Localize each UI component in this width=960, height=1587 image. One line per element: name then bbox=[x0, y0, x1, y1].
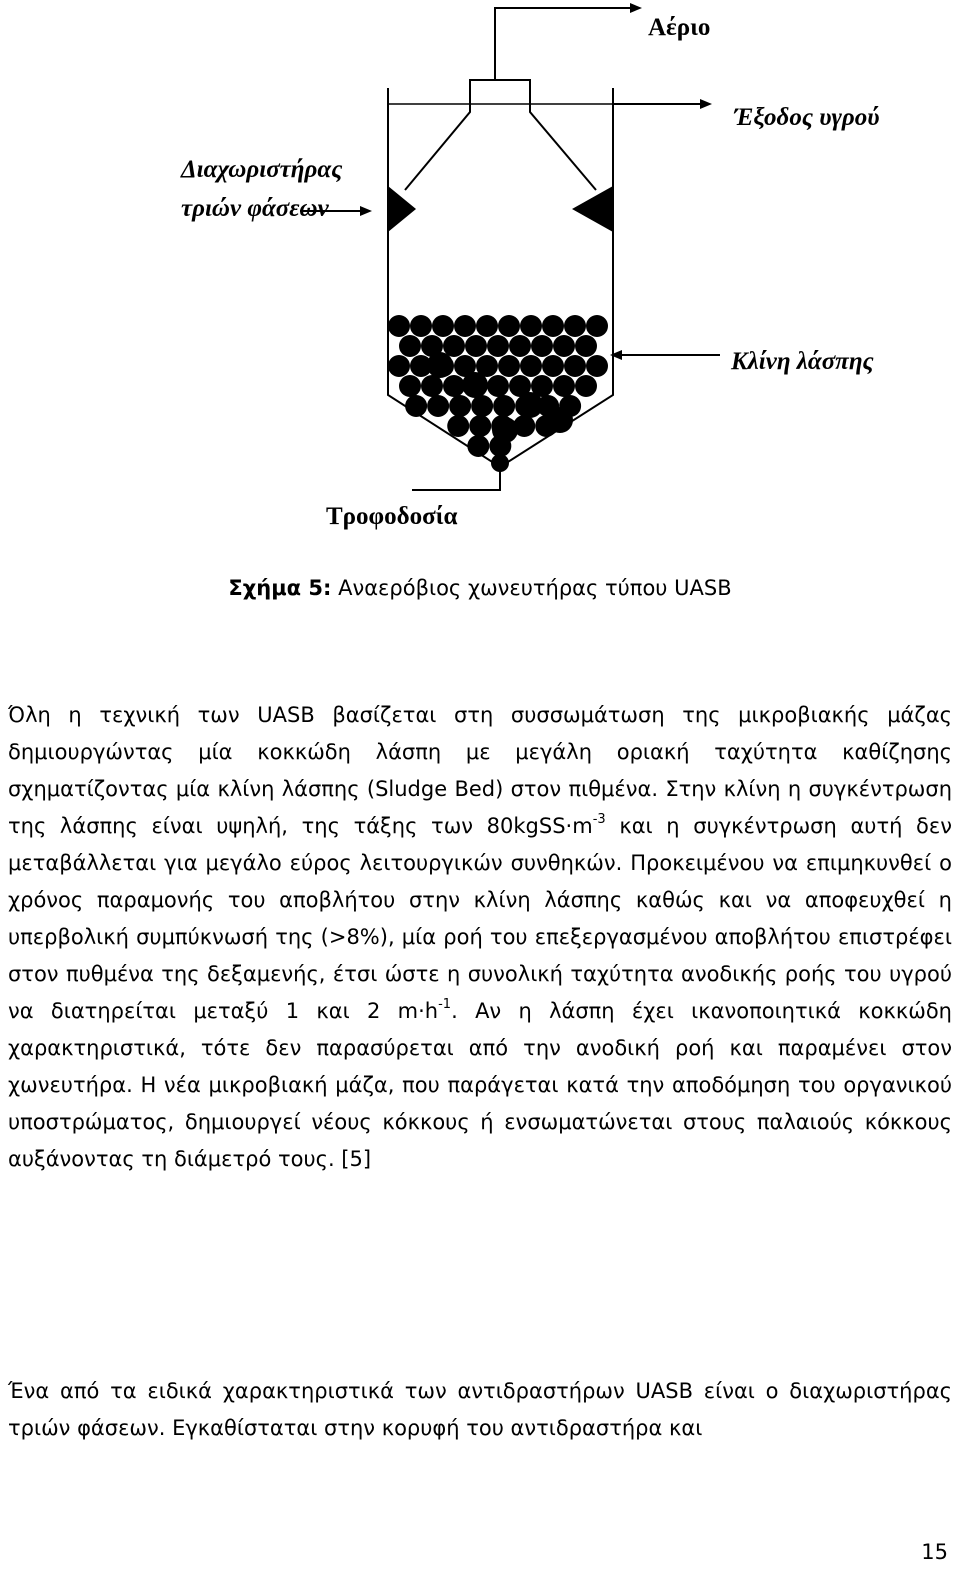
sludge-granule bbox=[498, 315, 520, 337]
sludge-granule bbox=[410, 315, 432, 337]
liquid-outlet-arrow-head bbox=[700, 99, 712, 109]
sludge-granule bbox=[421, 375, 443, 397]
liquid-outlet-label: Έξοδος υγρού bbox=[734, 104, 880, 131]
paragraph-three-phase-separator: Ένα από τα ειδικά χαρακτηριστικά των αντιδραστήρων UASB είναι ο διαχωριστήρας τριών φάσεων. Εγκαθίσταται στην κορυφή του αντιδραστήρα και bbox=[8, 1379, 952, 1440]
sludge-granule bbox=[405, 395, 427, 417]
paragraph1-superscript-1: -3 bbox=[592, 812, 606, 827]
page-number: 15 bbox=[921, 1540, 948, 1564]
sludge-granule bbox=[575, 335, 597, 357]
sludge-granule bbox=[487, 335, 509, 357]
sludge-granule bbox=[520, 315, 542, 337]
sludge-granule bbox=[586, 315, 608, 337]
three-phase-separator-label-line1: Διαχωριστήρας bbox=[181, 156, 343, 183]
baffle-right bbox=[572, 186, 613, 232]
sludge-granule bbox=[564, 315, 586, 337]
sludge-granule bbox=[517, 392, 543, 418]
sludge-granule bbox=[476, 315, 498, 337]
sludge-granule bbox=[509, 335, 531, 357]
paragraph1-superscript-2: -1 bbox=[438, 997, 452, 1012]
sludge-granule bbox=[542, 355, 564, 377]
sludge-granule bbox=[427, 395, 449, 417]
uasb-reactor-diagram bbox=[0, 0, 960, 540]
sludge-granule bbox=[586, 355, 608, 377]
sludge-granule bbox=[531, 335, 553, 357]
sludge-granule bbox=[553, 335, 575, 357]
sludge-granule bbox=[447, 415, 469, 437]
sludge-granules bbox=[388, 315, 608, 472]
sludge-granule bbox=[493, 395, 515, 417]
three-phase-separator-label-line2: τριών φάσεων bbox=[181, 195, 329, 222]
sludge-granule bbox=[465, 335, 487, 357]
sludge-granule bbox=[491, 454, 509, 472]
sludge-granule bbox=[575, 375, 597, 397]
sludge-granule bbox=[469, 415, 491, 437]
paragraph1-text-a: Όλη η τεχνική των UASB βασίζεται στη συσσωμάτωση της μικροβιακής μάζας δημιουργώντας μία κοκκώδη λάσπη με μεγάλη οριακή ταχύτητα καθίζησης σχηματίζοντας μία κλίνη λάσπης (Sludge Bed) στον πιθμένα. Στην κλίνη η συγκέντρωση της λάσπης είναι υψηλή, της τάξης των 80kgSS·m bbox=[8, 703, 952, 838]
figure-caption bbox=[0, 573, 960, 603]
sludge-granule bbox=[564, 355, 586, 377]
separator-arrow-head bbox=[360, 206, 372, 216]
sludge-granule bbox=[492, 417, 518, 443]
paragraph1-text-b: και η συγκέντρωση αυτή δεν μεταβάλλεται για μεγάλο εύρος λειτουργικών συνθηκών. Προκειμένου να επιμηκυνθεί ο χρόνος παραμονής του αποβλήτου στην κλίνη λάσπης καθώς και να αποφευχθεί η υπερβολική συμπύκνωσή της (>8%), μία ροή του επεξεργασμένου αποβλήτου επιστρέφει στον πυθμένα της δεξαμενής, έτσι ώστε η συνολική ταχύτητα ανοδικής ροής του υγρού να διατηρείται μεταξύ 1 και 2 m·h bbox=[8, 814, 952, 1023]
gas-arrow-head bbox=[630, 3, 642, 13]
sludge-granule bbox=[471, 395, 493, 417]
sludge-granule bbox=[399, 375, 421, 397]
sludge-granule bbox=[498, 355, 520, 377]
feed-pipe bbox=[412, 467, 500, 490]
sludge-granule bbox=[388, 355, 410, 377]
feed-label: Τροφοδοσία bbox=[326, 503, 458, 530]
sludge-granule bbox=[454, 315, 476, 337]
uasb-reactor-drawing bbox=[0, 0, 960, 540]
sludge-granule bbox=[553, 375, 575, 397]
paragraph1-text-c: . Αν η λάσπη έχει ικανοποιητικά κοκκώδη χαρακτηριστικά, τότε δεν παρασύρεται από την ανοδική ροή και παραμένει στον χωνευτήρα. Η νέα μικροβιακή μάζα, που παράγεται κατά την αποδόμηση του οργανικού υποστρώματος, δημιουργεί νέους κόκκους ή ενσωματώνεται στους παλαιούς κόκκους αυξάνοντας τη διάμετρό τους. [5] bbox=[8, 999, 952, 1171]
gas-collector-hood bbox=[405, 80, 596, 190]
sludge-granule bbox=[467, 435, 489, 457]
sludge-bed-arrow-head bbox=[610, 350, 622, 360]
paragraph-uasb-technique bbox=[8, 697, 952, 1178]
gas-pipe bbox=[495, 8, 630, 80]
sludge-granule bbox=[462, 372, 488, 398]
sludge-granule bbox=[547, 407, 573, 433]
sludge-granule bbox=[449, 395, 471, 417]
sludge-granule bbox=[427, 352, 453, 378]
sludge-bed-label: Κλίνη λάσπης bbox=[731, 348, 874, 375]
sludge-granule bbox=[399, 335, 421, 357]
sludge-granule bbox=[432, 315, 454, 337]
sludge-granule bbox=[487, 375, 509, 397]
gas-label: Αέριο bbox=[648, 14, 711, 41]
sludge-granule bbox=[388, 315, 410, 337]
sludge-granule bbox=[443, 375, 465, 397]
figure-caption-label: Σχήμα 5: bbox=[228, 576, 332, 600]
baffle-left bbox=[388, 186, 416, 232]
sludge-granule bbox=[520, 355, 542, 377]
figure-caption-text: Αναερόβιος χωνευτήρας τύπου UASB bbox=[331, 576, 732, 600]
sludge-granule bbox=[542, 315, 564, 337]
